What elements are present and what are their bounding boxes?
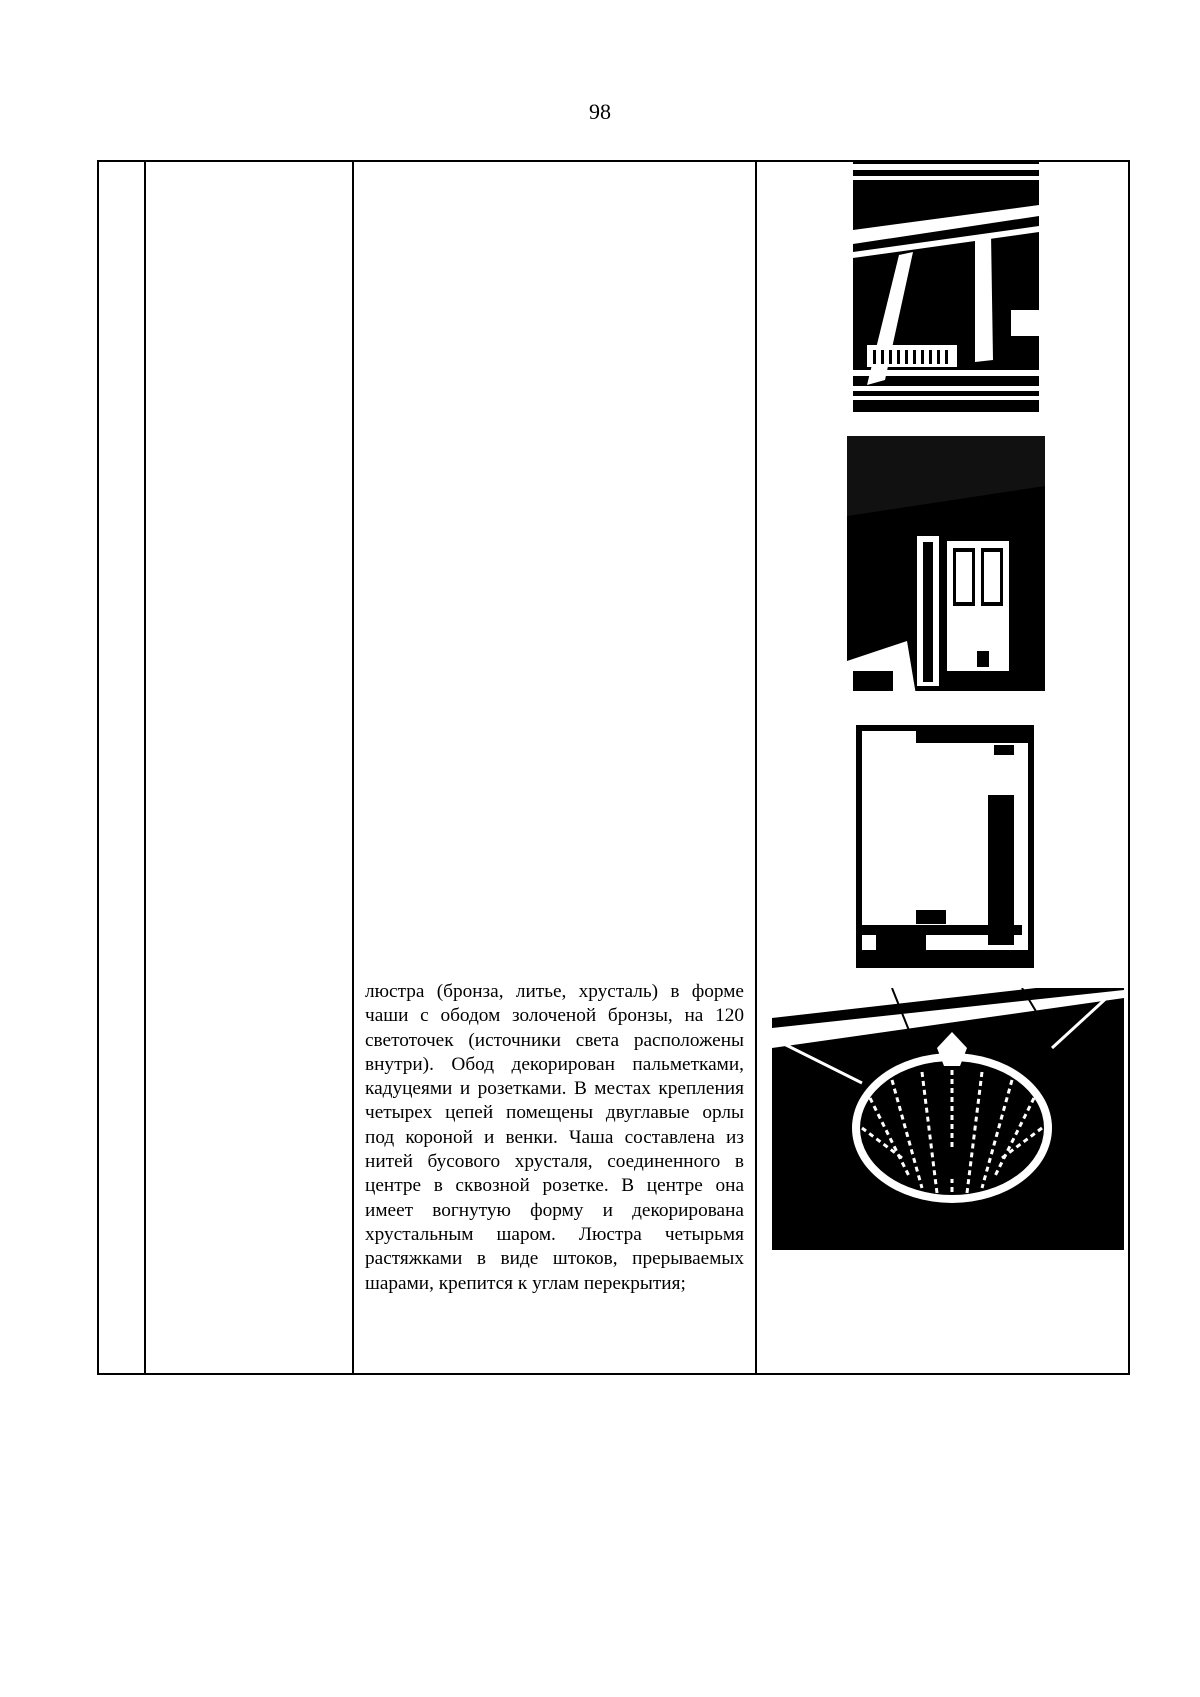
photo-colonnade <box>853 160 1039 412</box>
column-divider <box>352 162 354 1373</box>
column-divider <box>144 162 146 1373</box>
object-description: люстра (бронза, литье, хрусталь) в форме чаши с ободом золоченой бронзы, на 120 светоточек (источники света расположены внутри). Обод декорирован пальметками, кадуцеями и розетками. В местах крепления четырех цепей помещены двуглавые орлы под короной и венки. Чаша составлена из нитей бусового хрусталя, соединенного в центре в сквозной розетке. В центре она имеет вогнутую форму и декорирована хрустальным шаром. Люстра четырьмя растяжками в виде штоков, прерываемых шарами, крепится к углам перекрытия; <box>365 981 744 1294</box>
page-number: 98 <box>589 99 611 124</box>
photo-hall-interior <box>847 436 1045 701</box>
photo-interior-column <box>856 725 1034 968</box>
column-divider <box>755 162 757 1373</box>
photo-crystal-chandelier <box>772 988 1124 1250</box>
